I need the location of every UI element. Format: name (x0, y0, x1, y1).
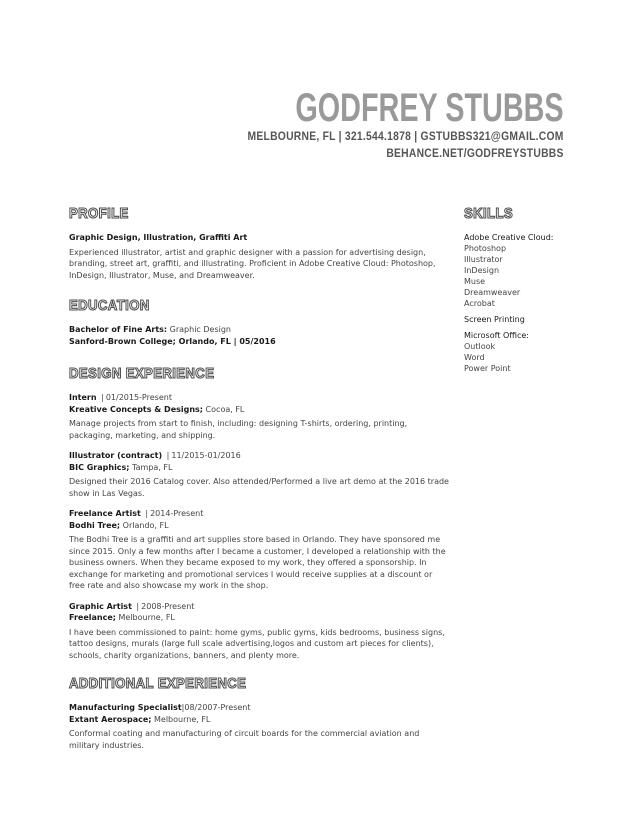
job-role: Graphic Artist (69, 601, 132, 611)
skill-group-heading: Screen Printing (464, 315, 525, 324)
job-company: BIC Graphics; (69, 462, 130, 472)
skill-group-heading: Adobe Creative Cloud: (464, 233, 554, 242)
job-location: Melbourne, FL (115, 613, 175, 622)
job-company: Kreative Concepts & Designs; (69, 404, 204, 414)
job-entry: Freelance Artist | 2014-Present Bodhi Tree; Orlando, FL The Bodhi Tree is a graffiti and art supplies store based in Orlando. They have sponsored me since 2015. Only a few months after I became a customer, I developed a relationship with the business owners. When they became exposed to my work, they offered a sponsorship. In exchange for marketing and promotional services I would receive supplies at a discount or free rate and also showcase my work in the shop. (69, 508, 449, 592)
additional-experience-heading: ADDITIONAL EXPERIENCE (69, 675, 247, 692)
degree-label: Bachelor of Fine Arts: (69, 325, 168, 334)
skills-column (464, 205, 574, 379)
job-dates: 01/2015-Present (105, 393, 172, 402)
job-company: Bodhi Tree; (69, 520, 121, 530)
profile-section (69, 205, 449, 281)
job-description: Manage projects from start to finish, including: designing T-shirts, ordering, printing, packaging, marketing, and shipping. (69, 419, 408, 440)
design-experience-section (69, 365, 449, 670)
job-dates: 08/2007-Present (184, 703, 251, 712)
skill-group (464, 314, 574, 325)
job-entry: Manufacturing Specialist|08/2007-Present Extant Aerospace; Melbourne, FL Conformal coating and manufacturing of circuit boards for the commercial aviation and military industries. (69, 702, 449, 751)
job-entry: Illustrator (contract) | 11/2015-01/2016 BIC Graphics; Tampa, FL Designed their 2016 Catalog cover. Also attended/Performed a live art demo at the 2016 trade show in Las Vegas. (69, 451, 449, 498)
job-description: Designed their 2016 Catalog cover. Also attended/Performed a live art demo at the 2016 trade show in Las Vegas. (69, 477, 449, 498)
job-entry: Graphic Artist | 2008-Present Freelance; Melbourne, FL I have been commissioned to paint: home gyms, public gyms, kids bedrooms, business signs, tattoo designs, murals (large full scale advertising,logos and custom art pieces for clients), schools, charity organizations, banners, and plenty more. (69, 601, 449, 662)
skill-item: InDesign (464, 266, 500, 275)
design-experience-heading: DESIGN EXPERIENCE (69, 365, 215, 382)
degree-line (69, 324, 449, 336)
applicant-name: GODFREY STUBBS (295, 86, 564, 130)
skill-group-heading: Microsoft Office: (464, 331, 529, 340)
skill-item: Acrobat (464, 299, 495, 308)
additional-experience-section (69, 675, 449, 760)
degree-value: Graphic Design (167, 325, 231, 334)
job-company: Extant Aerospace; (69, 714, 152, 724)
job-dates: 11/2015-01/2016 (171, 451, 241, 460)
resume-header (191, 88, 564, 162)
skill-item: Photoshop (464, 244, 507, 253)
job-description: The Bodhi Tree is a graffiti and art supplies store based in Orlando. They have sponsored me since 2015. Only a few months after I became a customer, I developed a relationship with the business owners. When they became exposed to my work, they offered a sponsorship. In exchange for marketing and promotional services I would receive supplies at a discount or free rate and also showcase my work in the shop. (69, 535, 446, 590)
job-entry: Intern | 01/2015-Present Kreative Concepts & Designs; Cocoa, FL Manage projects from start to finish, including: designing T-shirts, ordering, printing, packaging, marketing, and shipping. (69, 392, 449, 441)
job-role: Freelance Artist (69, 509, 141, 518)
skill-item: Power Point (464, 364, 511, 373)
skills-heading: SKILLS (464, 205, 514, 222)
job-role: Illustrator (contract) (69, 451, 163, 460)
skill-group (464, 232, 574, 309)
skill-group (464, 330, 574, 374)
education-section (69, 297, 449, 347)
profile-summary: Experienced illustrator, artist and graphic designer with a passion for advertising design, branding, street art, graffiti, and illustrating. Proficient in Adobe Creative Cloud: Photoshop, InDesign, Illustrator, Muse, and Dreamweaver. (69, 247, 436, 280)
profile-tagline: Graphic Design, Illustration, Graffiti Art (69, 233, 248, 242)
job-role: Manufacturing Specialist (69, 703, 182, 712)
profile-heading: PROFILE (69, 205, 129, 222)
skill-item: Word (464, 353, 485, 362)
job-description: Conformal coating and manufacturing of circuit boards for the commercial aviation and military industries. (69, 729, 420, 750)
job-dates: 2008-Present (141, 601, 195, 611)
school-line: Sanford-Brown College; Orlando, FL | 05/2016 (69, 336, 276, 346)
job-location: Melbourne, FL (151, 714, 211, 724)
job-description: I have been commissioned to paint: home gyms, public gyms, kids bedrooms, business signs, tattoo designs, murals (large full scale advertising,logos and custom art pieces for clients), schools, charity organizations, banners, and plenty more. (69, 627, 445, 660)
job-location: Cocoa, FL (203, 404, 245, 414)
job-role: Intern (69, 393, 97, 402)
job-dates: 2014-Present (150, 509, 204, 518)
skill-item: Illustrator (464, 255, 503, 264)
job-location: Tampa, FL (129, 462, 173, 472)
skill-item: Outlook (464, 342, 496, 351)
contact-line: MELBOURNE, FL | 321.544.1878 | GSTUBBS321@GMAIL.COM (247, 129, 564, 143)
skill-item: Muse (464, 277, 486, 286)
job-company: Freelance; (69, 613, 116, 622)
job-location: Orlando, FL (120, 520, 169, 530)
education-heading: EDUCATION (69, 297, 150, 314)
skill-item: Dreamweaver (464, 288, 521, 297)
portfolio-url: BEHANCE.NET/GODFREYSTUBBS (386, 146, 564, 160)
